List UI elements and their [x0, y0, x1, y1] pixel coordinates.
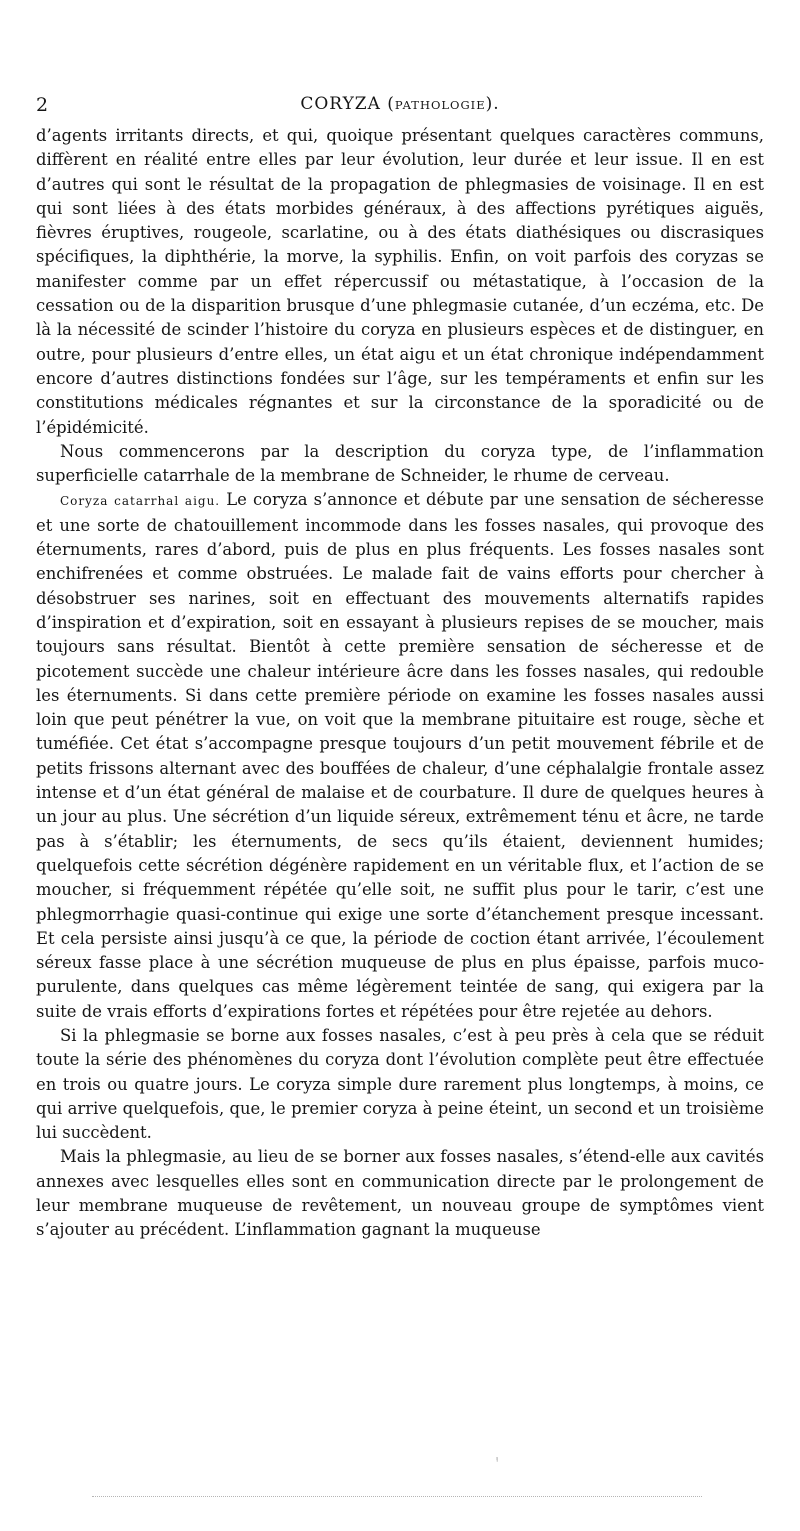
paragraph-5: Mais la phlegmasie, au lieu de se borner aux fosses nasales, s’étend-elle aux cavités annexes avec lesquelles elles sont en communication directe par le prolongement de leur membrane muqueuse de revêtement, un nouveau groupe de symptômes vient s’ajouter au précédent. L’inflammation gagnant la muqueuse — [36, 1147, 764, 1240]
footer-dotted-line — [92, 1496, 702, 1497]
section-heading: Coryza catarrhal aigu. — [60, 494, 221, 509]
page-number: 2 — [36, 94, 49, 116]
body-text — [36, 124, 764, 1243]
running-head — [36, 94, 764, 114]
paragraph-2: Nous commencerons par la description du coryza type, de l’inflammation superficielle catarrhale de la membrane de Schneider, le rhume de cerveau. — [36, 441, 764, 486]
running-head-close: ). — [485, 94, 500, 114]
paragraph-1: d’agents irritants directs, et qui, quoique présentant quelques caractères communs, diffèrent en réalité entre elles par leur évolution, leur durée et leur issue. Il en est d’autres qui sont le résultat de la propagation de phlegmasies de voisinage. Il en est qui sont liées à des états morbides généraux, à des affections pyrétiques aiguës, fièvres éruptives, rougeole, scarlatine, ou à des états diathésiques ou discrasiques spécifiques, la diphthérie, la morve, la syphilis. Enfin, on voit parfois des coryzas se manifester comme par un effet répercussif ou métastatique, à l’occasion de la cessation ou de la disparition brusque d’une phlegmasie cutanée, d’un eczéma, etc. De là la nécessité de scinder l’histoire du coryza en plusieurs espèces et de distinguer, en outre, pour plusieurs d’entre elles, un état aigu et un état chronique indépendamment encore d’autres distinctions fondées sur l’âge, sur les tempéraments et enfin sur les constitutions médicales régnantes et sur la circonstance de la sporadicité ou de l’épidémicité. — [36, 126, 764, 437]
running-head-title: CORYZA ( — [300, 94, 395, 114]
document-page — [36, 94, 764, 1243]
paragraph-3 — [36, 488, 764, 1024]
running-head-subtitle: PATHOLOGIE — [394, 98, 486, 112]
page-header — [36, 94, 764, 124]
paragraph-4: Si la phlegmasie se borne aux fosses nasales, c’est à peu près à cela que se réduit toute la série des phénomènes du coryza dont l’évolution complète peut être effectuée en trois ou quatre jours. Le coryza simple dure rarement plus longtemps, à moins, ce qui arrive quelquefois, que, le premier coryza à peine éteint, un second et un troisième lui succèdent. — [36, 1025, 764, 1143]
paragraph-3-text: Le coryza s’annonce et débute par une sensation de sécheresse et une sorte de chatouillement incommode dans les fosses nasales, qui provoque des éternuments, rares d’abord, puis de plus en plus fréquents. Les fosses nasales sont enchifrenées et comme obstruées. Le malade fait de vains efforts pour chercher à désobstruer ses narines, soit en effectuant des mouvements alternatifs rapides d’inspiration et d’expiration, soit en essayant à plusieurs repises de se moucher, mais toujours sans résultat. Bientôt à cette première sensation de sécheresse et de picotement succède une chaleur intérieure âcre dans les fosses nasales, qui redouble les éternuments. Si dans cette première période on examine les fosses nasales aussi loin que peut pénétrer la vue, on voit que la membrane pituitaire est rouge, sèche et tuméfiée. Cet état s’accompagne presque toujours d’un petit mouvement fébrile et de petits frissons alternant avec des bouffées de chaleur, d’une céphalalgie frontale assez intense et d’un état général de malaise et de courbature. Il dure de quelques heures à un jour au plus. Une sécrétion d’un liquide séreux, extrêmement ténu et âcre, ne tarde pas à s’établir; les éternuments, de secs qu’ils étaient, deviennent humides; quelquefois cette sécrétion dégénère rapidement en un véritable flux, et l’action de se moucher, si fréquemment répétée qu’elle soit, ne suffit plus pour le tarir, c’est une phlegmorrhagie quasi-continue qui exige une sorte d’étanchement presque incessant. Et cela persiste ainsi jusqu’à ce que, la période de coction étant arrivée, l’écoulement séreux fasse place à une sécrétion muqueuse de plus en plus épaisse, parfois muco-purulente, dans quelques cas même légèrement teintée de sang, qui exigera par la suite de vrais efforts d’expirations fortes et répétées pour être rejetée au dehors. — [36, 490, 764, 1021]
stray-mark: ᵎ — [496, 1456, 498, 1467]
